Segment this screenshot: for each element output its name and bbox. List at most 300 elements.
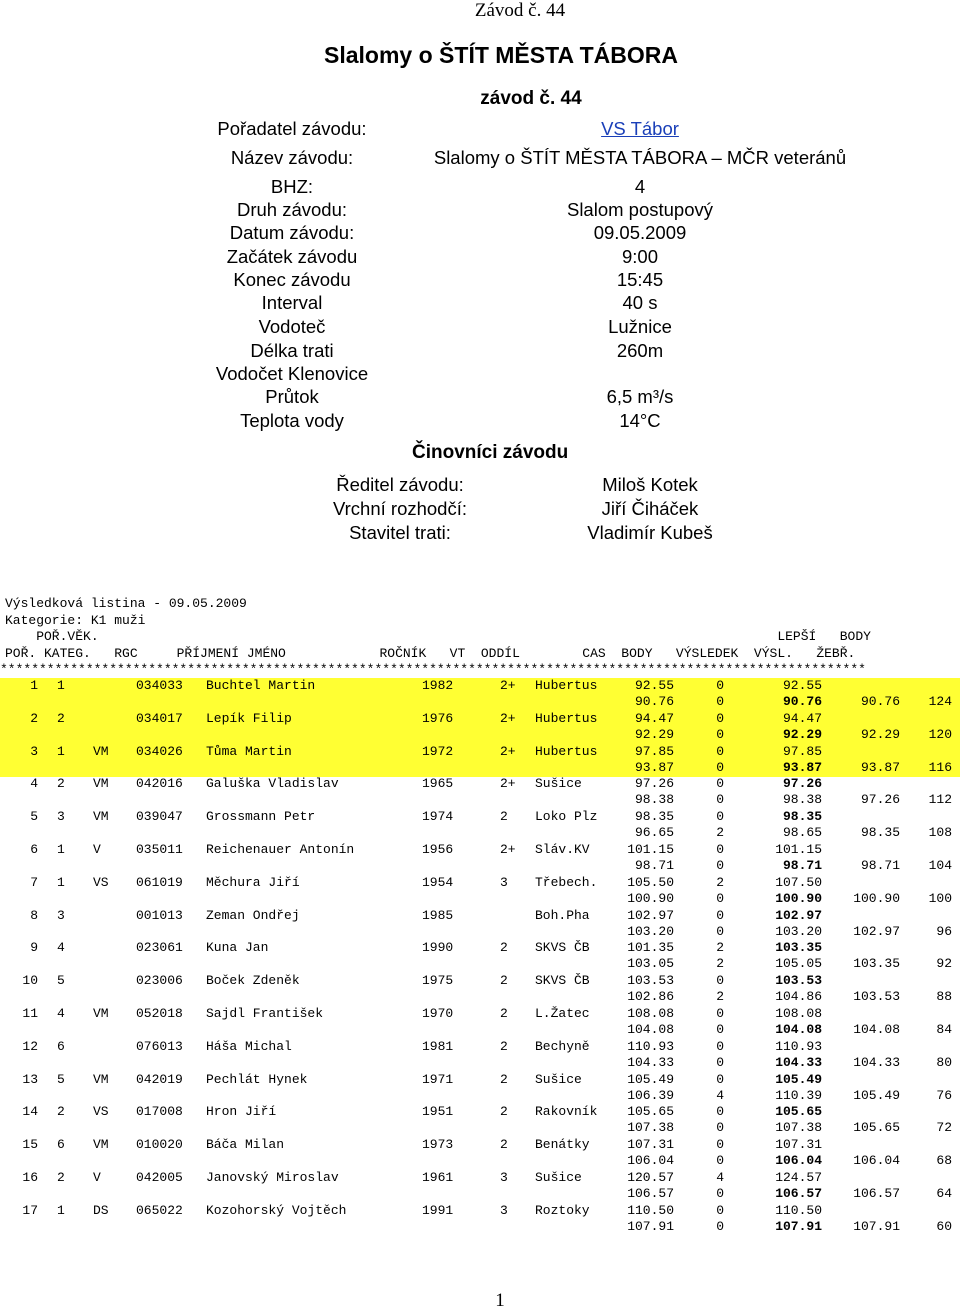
organizer-link[interactable]: VS Tábor (601, 118, 679, 139)
header-title: Závod č. 44 (474, 0, 566, 21)
age-category: VM (93, 809, 109, 824)
rank: 3 (30, 744, 38, 759)
best-result: 98.71 (860, 858, 900, 873)
rank: 2 (30, 711, 38, 726)
official-name: Miloš Kotek (602, 474, 698, 495)
run1-penalty: 0 (716, 1072, 724, 1087)
club: SKVS ČB (535, 973, 590, 988)
age-category: VM (93, 1137, 109, 1152)
club: Sušice (535, 1170, 582, 1185)
run2-time: 96.65 (634, 825, 674, 840)
best-result: 92.29 (860, 727, 900, 742)
ranking-points: 60 (936, 1219, 952, 1234)
class: 2 (500, 973, 508, 988)
competitor-name: Lepík Filip (206, 711, 292, 726)
age-category: VM (93, 776, 109, 791)
rank: 7 (30, 875, 38, 890)
info-value: 40 s (622, 292, 658, 313)
run1-penalty: 0 (716, 842, 724, 857)
run1-penalty: 0 (716, 711, 724, 726)
run1-time: 107.31 (627, 1137, 674, 1152)
birth-year: 1981 (422, 1039, 454, 1054)
run2-penalty: 0 (716, 792, 724, 807)
competitor-name: Reichenauer Antonín (206, 842, 355, 857)
run1-result: 102.97 (775, 908, 822, 923)
birth-year: 1985 (422, 908, 454, 923)
run2-penalty: 0 (716, 760, 724, 775)
run1-penalty: 0 (716, 973, 724, 988)
ranking-points: 80 (936, 1055, 952, 1070)
age-rank: 5 (57, 1072, 65, 1087)
run1-result: 97.85 (782, 744, 822, 759)
registration-code: 035011 (136, 842, 183, 857)
run2-result: 98.71 (782, 858, 822, 873)
race-subtitle: závod č. 44 (480, 88, 582, 109)
competitor-name: Báča Milan (206, 1137, 285, 1152)
rank: 11 (22, 1006, 38, 1021)
competitor-name: Měchura Jiří (206, 875, 300, 890)
officials-heading: Činovníci závodu (412, 442, 569, 463)
run2-penalty: 2 (716, 956, 724, 971)
run1-result: 92.55 (782, 678, 822, 693)
competitor-name: Buchtel Martin (206, 678, 316, 693)
rank: 6 (30, 842, 38, 857)
registration-code: 023061 (136, 940, 183, 955)
class: 2 (500, 809, 508, 824)
birth-year: 1975 (422, 973, 454, 988)
best-result: 98.35 (860, 825, 900, 840)
age-rank: 1 (57, 1203, 65, 1218)
run2-penalty: 4 (716, 1088, 724, 1103)
registration-code: 034026 (136, 744, 183, 759)
main-title: Slalomy o ŠTÍT MĚSTA TÁBORA (324, 42, 678, 68)
club: L.Žatec (535, 1006, 590, 1021)
competitor-name: Grossmann Petr (206, 809, 316, 824)
info-value: 6,5 m³/s (606, 386, 674, 407)
run1-result: 97.26 (782, 776, 822, 791)
info-value: 09.05.2009 (593, 222, 687, 243)
birth-year: 1956 (422, 842, 454, 857)
run1-time: 120.57 (627, 1170, 674, 1185)
ranking-points: 104 (928, 858, 952, 873)
run1-result: 103.35 (775, 940, 822, 955)
ranking-points: 120 (928, 727, 952, 742)
best-result: 105.49 (853, 1088, 900, 1103)
class: 2 (500, 1039, 508, 1054)
rank: 9 (30, 940, 38, 955)
club: Sláv.KV (535, 842, 590, 857)
club: Hubertus (535, 744, 598, 759)
rank: 17 (22, 1203, 38, 1218)
run1-penalty: 0 (716, 1137, 724, 1152)
birth-year: 1991 (422, 1203, 454, 1218)
run1-penalty: 0 (716, 744, 724, 759)
info-value: Slalom postupový (566, 199, 714, 220)
birth-year: 1972 (422, 744, 454, 759)
best-result: 105.65 (853, 1120, 900, 1135)
run1-penalty: 0 (716, 1203, 724, 1218)
run2-time: 90.76 (634, 694, 674, 709)
results-list-title: Výsledková listina - 09.05.2009 (5, 596, 247, 611)
run2-result: 98.65 (782, 825, 822, 840)
run2-time: 106.04 (627, 1153, 674, 1168)
results-separator: *************************************************************************************************************** (0, 662, 866, 677)
best-result: 104.08 (853, 1022, 900, 1037)
run2-penalty: 2 (716, 825, 724, 840)
info-label: Konec závodu (233, 269, 351, 290)
club: Bechyně (535, 1039, 590, 1054)
run1-result: 107.50 (775, 875, 822, 890)
run1-penalty: 0 (716, 908, 724, 923)
competitor-name: Hron Jiří (206, 1104, 277, 1119)
run2-result: 110.39 (775, 1088, 822, 1103)
run2-time: 104.33 (627, 1055, 674, 1070)
registration-code: 039047 (136, 809, 183, 824)
official-name: Vladimír Kubeš (587, 522, 713, 543)
official-role: Ředitel závodu: (336, 474, 464, 495)
run1-penalty: 0 (716, 678, 724, 693)
run1-time: 97.85 (634, 744, 674, 759)
class: 2+ (500, 842, 516, 857)
info-value: Lužnice (608, 316, 672, 337)
run2-time: 100.90 (627, 891, 674, 906)
ranking-points: 92 (936, 956, 952, 971)
club: Hubertus (535, 678, 598, 693)
run1-penalty: 0 (716, 1006, 724, 1021)
class: 3 (500, 1170, 508, 1185)
run1-result: 110.50 (775, 1203, 822, 1218)
results-header-line-1: POŘ.VĚK. LEPŠÍ BODY (5, 629, 871, 644)
age-category: VM (93, 1072, 109, 1087)
club: Sušice (535, 776, 582, 791)
best-result: 106.57 (853, 1186, 900, 1201)
ranking-points: 72 (936, 1120, 952, 1135)
class: 2 (500, 940, 508, 955)
run1-time: 92.55 (634, 678, 674, 693)
club: Boh.Pha (535, 908, 590, 923)
info-label: Pořadatel závodu: (217, 118, 367, 139)
club: Benátky (535, 1137, 590, 1152)
age-rank: 4 (57, 1006, 65, 1021)
competitor-name: Sajdl František (206, 1006, 324, 1021)
run1-penalty: 0 (716, 776, 724, 791)
run1-result: 105.49 (775, 1072, 822, 1087)
run1-penalty: 2 (716, 940, 724, 955)
rank: 8 (30, 908, 38, 923)
age-category: DS (93, 1203, 109, 1218)
page-number: 1 (495, 1290, 505, 1311)
run1-result: 98.35 (782, 809, 822, 824)
best-result: 100.90 (853, 891, 900, 906)
run2-result: 104.33 (775, 1055, 822, 1070)
best-result: 104.33 (853, 1055, 900, 1070)
run2-penalty: 0 (716, 727, 724, 742)
info-label: Název závodu: (230, 147, 354, 168)
run1-penalty: 0 (716, 809, 724, 824)
run1-time: 102.97 (627, 908, 674, 923)
run2-penalty: 2 (716, 989, 724, 1004)
rank: 1 (30, 678, 38, 693)
age-rank: 3 (57, 809, 65, 824)
registration-code: 061019 (136, 875, 183, 890)
birth-year: 1990 (422, 940, 454, 955)
run1-time: 108.08 (627, 1006, 674, 1021)
run2-result: 105.05 (775, 956, 822, 971)
best-result: 106.04 (853, 1153, 900, 1168)
info-value: 9:00 (621, 246, 658, 267)
run1-time: 97.26 (634, 776, 674, 791)
info-label: Datum závodu: (229, 222, 355, 243)
ranking-points: 88 (936, 989, 952, 1004)
registration-code: 052018 (136, 1006, 183, 1021)
run2-time: 92.29 (634, 727, 674, 742)
run1-result: 105.65 (775, 1104, 822, 1119)
registration-code: 034017 (136, 711, 183, 726)
class: 3 (500, 875, 508, 890)
age-rank: 4 (57, 940, 65, 955)
age-rank: 2 (57, 776, 65, 791)
run1-penalty: 4 (716, 1170, 724, 1185)
club: Rakovník (535, 1104, 598, 1119)
ranking-points: 124 (928, 694, 952, 709)
registration-code: 034033 (136, 678, 183, 693)
run1-time: 105.49 (627, 1072, 674, 1087)
age-rank: 5 (57, 973, 65, 988)
class: 2 (500, 1006, 508, 1021)
run1-time: 110.93 (627, 1039, 674, 1054)
info-label: Vodoteč (258, 316, 326, 337)
birth-year: 1982 (422, 678, 454, 693)
run2-result: 104.86 (775, 989, 822, 1004)
run2-result: 107.38 (775, 1120, 822, 1135)
club: Loko Plz (535, 809, 598, 824)
age-rank: 6 (57, 1039, 65, 1054)
best-result: 93.87 (860, 760, 900, 775)
info-label: Průtok (265, 386, 319, 407)
birth-year: 1971 (422, 1072, 454, 1087)
competitor-name: Janovský Miroslav (206, 1170, 339, 1185)
run2-time: 98.38 (634, 792, 674, 807)
club: Roztoky (535, 1203, 590, 1218)
run2-result: 92.29 (782, 727, 822, 742)
run2-result: 103.20 (775, 924, 822, 939)
age-rank: 1 (57, 875, 65, 890)
rank: 5 (30, 809, 38, 824)
rank: 14 (22, 1104, 38, 1119)
info-value: Slalomy o ŠTÍT MĚSTA TÁBORA – MČR veteránů (433, 147, 847, 168)
info-label: Začátek závodu (226, 246, 358, 267)
age-category: V (93, 842, 101, 857)
run2-time: 107.38 (627, 1120, 674, 1135)
run2-time: 102.86 (627, 989, 674, 1004)
class: 2+ (500, 744, 516, 759)
run1-time: 105.50 (627, 875, 674, 890)
run2-time: 98.71 (634, 858, 674, 873)
registration-code: 010020 (136, 1137, 183, 1152)
class: 2 (500, 1137, 508, 1152)
age-rank: 1 (57, 678, 65, 693)
run1-result: 94.47 (782, 711, 822, 726)
info-label: Vodočet Klenovice (215, 363, 369, 384)
best-result: 102.97 (853, 924, 900, 939)
age-rank: 1 (57, 744, 65, 759)
info-label: Interval (261, 292, 323, 313)
info-value: 4 (634, 176, 646, 197)
ranking-points: 68 (936, 1153, 952, 1168)
age-category: VM (93, 744, 109, 759)
run1-penalty: 0 (716, 1039, 724, 1054)
run2-result: 104.08 (775, 1022, 822, 1037)
age-rank: 6 (57, 1137, 65, 1152)
run2-result: 106.04 (775, 1153, 822, 1168)
official-role: Vrchní rozhodčí: (332, 498, 468, 519)
birth-year: 1974 (422, 809, 454, 824)
age-category: VS (93, 1104, 109, 1119)
info-value: 14°C (619, 410, 661, 431)
age-rank: 2 (57, 1104, 65, 1119)
run2-time: 106.57 (627, 1186, 674, 1201)
rank: 16 (22, 1170, 38, 1185)
class: 3 (500, 1203, 508, 1218)
birth-year: 1976 (422, 711, 454, 726)
club: Sušice (535, 1072, 582, 1087)
run1-result: 124.57 (775, 1170, 822, 1185)
age-rank: 1 (57, 842, 65, 857)
best-result: 103.35 (853, 956, 900, 971)
info-value: 15:45 (616, 269, 664, 290)
competitor-name: Galuška Vladislav (206, 776, 339, 791)
ranking-points: 100 (928, 891, 952, 906)
age-category: VM (93, 1006, 109, 1021)
run1-time: 103.53 (627, 973, 674, 988)
run1-result: 103.53 (775, 973, 822, 988)
run2-result: 106.57 (775, 1186, 822, 1201)
registration-code: 065022 (136, 1203, 183, 1218)
birth-year: 1970 (422, 1006, 454, 1021)
class: 2 (500, 1072, 508, 1087)
run2-result: 107.91 (775, 1219, 822, 1234)
club: SKVS ČB (535, 940, 590, 955)
rank: 10 (22, 973, 38, 988)
age-rank: 2 (57, 1170, 65, 1185)
run1-result: 108.08 (775, 1006, 822, 1021)
run2-time: 103.20 (627, 924, 674, 939)
ranking-points: 108 (928, 825, 952, 840)
run2-result: 100.90 (775, 891, 822, 906)
official-role: Stavitel trati: (349, 522, 451, 543)
ranking-points: 64 (936, 1186, 952, 1201)
run2-penalty: 0 (716, 1120, 724, 1135)
ranking-points: 96 (936, 924, 952, 939)
run2-result: 98.38 (782, 792, 822, 807)
competitor-name: Zeman Ondřej (206, 908, 300, 923)
run2-result: 93.87 (782, 760, 822, 775)
run2-penalty: 0 (716, 694, 724, 709)
run2-time: 104.08 (627, 1022, 674, 1037)
club: Hubertus (535, 711, 598, 726)
competitor-name: Tůma Martin (206, 744, 292, 759)
class: 2+ (500, 678, 516, 693)
competitor-name: Kuna Jan (206, 940, 269, 955)
run1-time: 98.35 (634, 809, 674, 824)
run1-penalty: 0 (716, 1104, 724, 1119)
best-result: 107.91 (853, 1219, 900, 1234)
run1-time: 105.65 (627, 1104, 674, 1119)
competitor-name: Pechlát Hynek (206, 1072, 308, 1087)
class: 2 (500, 1104, 508, 1119)
registration-code: 017008 (136, 1104, 183, 1119)
registration-code: 042016 (136, 776, 183, 791)
club: Třebech. (535, 875, 598, 890)
class: 2+ (500, 776, 516, 791)
rank: 12 (22, 1039, 38, 1054)
run2-penalty: 0 (716, 1186, 724, 1201)
run2-penalty: 0 (716, 891, 724, 906)
run2-time: 93.87 (634, 760, 674, 775)
run2-penalty: 0 (716, 1219, 724, 1234)
birth-year: 1951 (422, 1104, 454, 1119)
competitor-name: Háša Michal (206, 1039, 292, 1054)
run2-penalty: 0 (716, 1153, 724, 1168)
run1-time: 101.35 (627, 940, 674, 955)
run2-time: 107.91 (627, 1219, 674, 1234)
run2-penalty: 0 (716, 1022, 724, 1037)
registration-code: 042005 (136, 1170, 183, 1185)
rank: 15 (22, 1137, 38, 1152)
ranking-points: 84 (936, 1022, 952, 1037)
run2-time: 106.39 (627, 1088, 674, 1103)
run1-result: 101.15 (775, 842, 822, 857)
birth-year: 1965 (422, 776, 454, 791)
competitor-name: Kozohorský Vojtěch (206, 1203, 347, 1218)
age-category: VS (93, 875, 109, 890)
registration-code: 042019 (136, 1072, 183, 1087)
run2-penalty: 0 (716, 1055, 724, 1070)
run1-result: 110.93 (775, 1039, 822, 1054)
registration-code: 001013 (136, 908, 183, 923)
run1-penalty: 2 (716, 875, 724, 890)
best-result: 103.53 (853, 989, 900, 1004)
results-header-line-2: POŘ. KATEG. RGC PŘÍJMENÍ JMÉNO ROČNÍK VT ODDÍL CAS BODY VÝSLEDEK VÝSL. ŽEBŘ. (5, 646, 856, 661)
run1-time: 94.47 (634, 711, 674, 726)
run1-result: 107.31 (775, 1137, 822, 1152)
run2-result: 90.76 (782, 694, 822, 709)
run1-time: 110.50 (627, 1203, 674, 1218)
best-result: 90.76 (860, 694, 900, 709)
registration-code: 023006 (136, 973, 183, 988)
competitor-name: Boček Zdeněk (206, 973, 300, 988)
ranking-points: 116 (928, 760, 952, 775)
run2-penalty: 0 (716, 858, 724, 873)
birth-year: 1954 (422, 875, 454, 890)
run1-time: 101.15 (627, 842, 674, 857)
run2-time: 103.05 (627, 956, 674, 971)
age-category: V (93, 1170, 101, 1185)
age-rank: 2 (57, 711, 65, 726)
birth-year: 1961 (422, 1170, 454, 1185)
ranking-points: 76 (936, 1088, 952, 1103)
info-label: Druh závodu: (236, 199, 348, 220)
rank: 4 (30, 776, 38, 791)
official-name: Jiří Čiháček (601, 498, 699, 519)
info-label: BHZ: (270, 176, 314, 197)
registration-code: 076013 (136, 1039, 183, 1054)
ranking-points: 112 (928, 792, 952, 807)
age-rank: 3 (57, 908, 65, 923)
class: 2+ (500, 711, 516, 726)
info-value: 260m (616, 340, 664, 361)
results-category: Kategorie: K1 muži (5, 613, 146, 628)
